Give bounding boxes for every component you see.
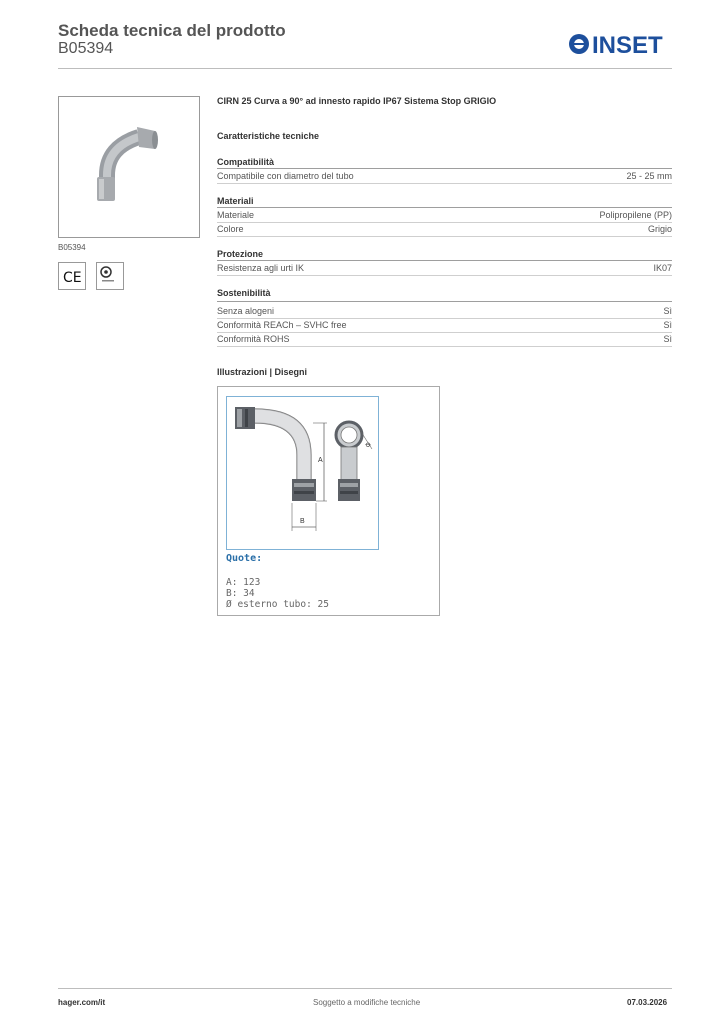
certification-icon <box>97 263 123 289</box>
section-divider <box>217 168 672 169</box>
spec-row <box>217 305 672 319</box>
spec-row <box>217 319 672 333</box>
product-title: CIRN 25 Curva a 90° ad innesto rapido IP67 Sistema Stop GRIGIO <box>217 96 497 106</box>
row-divider <box>217 346 672 347</box>
quote-line: Ø esterno tubo: 25 <box>226 599 329 610</box>
section-divider <box>217 260 672 261</box>
quote-line: B: 34 <box>226 588 255 599</box>
spec-value: Grigio <box>647 224 672 234</box>
svg-text:CE: CE <box>63 270 82 286</box>
spec-row <box>217 333 672 347</box>
spec-value: Sì <box>663 334 672 344</box>
product-image-frame <box>58 96 200 238</box>
logo-icon <box>568 31 674 57</box>
spec-key: Materiale <box>217 210 255 220</box>
illustrations-heading: Illustrazioni | Disegni <box>217 367 308 377</box>
spec-value: IK07 <box>653 263 672 273</box>
spec-key: Senza alogeni <box>217 306 275 316</box>
spec-key: Conformità REACh – SVHC free <box>217 320 347 330</box>
characteristics-heading: Caratteristiche tecniche <box>217 131 320 141</box>
quote-line: A: 123 <box>226 577 261 588</box>
dim-a-label: A <box>318 457 323 464</box>
section-divider <box>217 301 672 302</box>
section-heading-sustainability: Sostenibilità <box>217 288 271 298</box>
product-code: B05394 <box>58 40 114 57</box>
spec-row <box>217 262 672 276</box>
footer-date: 07.03.2026 <box>627 998 668 1007</box>
inset-logo <box>568 31 674 57</box>
conduit-elbow-image <box>59 97 199 237</box>
spec-key: Conformità ROHS <box>217 334 290 344</box>
spec-key: Colore <box>217 224 244 234</box>
section-heading-compatibility: Compatibilità <box>217 157 275 167</box>
section-heading-protection: Protezione <box>217 249 264 259</box>
dim-b-label: B <box>300 518 305 525</box>
footer-site: hager.com/it <box>58 998 106 1007</box>
spec-row <box>217 209 672 223</box>
row-divider <box>217 183 672 184</box>
spec-key: Compatibile con diametro del tubo <box>217 171 354 181</box>
certification-badge <box>96 262 124 290</box>
ce-mark-icon <box>59 263 85 289</box>
spec-value: 25 - 25 mm <box>626 171 672 181</box>
spec-key: Resistenza agli urti IK <box>217 263 305 273</box>
footer-divider <box>58 988 672 989</box>
logo-text: INSET <box>592 32 663 57</box>
spec-value: Sì <box>663 306 672 316</box>
spec-row <box>217 223 672 237</box>
ce-mark-badge <box>58 262 86 290</box>
spec-value: Polipropilene (PP) <box>599 210 672 220</box>
row-divider <box>217 275 672 276</box>
footer-note: Soggetto a modifiche tecniche <box>313 998 421 1007</box>
spec-value: Sì <box>663 320 672 330</box>
row-divider <box>217 236 672 237</box>
dim-diameter-label: Ø <box>363 441 371 449</box>
section-heading-materials: Materiali <box>217 196 254 206</box>
header-divider <box>58 68 672 69</box>
technical-drawing-svg <box>227 397 378 549</box>
page-title: Scheda tecnica del prodotto <box>58 21 286 40</box>
image-caption: B05394 <box>58 243 86 252</box>
quote-heading: Quote: <box>226 553 263 564</box>
technical-drawing <box>226 396 379 550</box>
spec-row <box>217 170 672 184</box>
section-divider <box>217 207 672 208</box>
